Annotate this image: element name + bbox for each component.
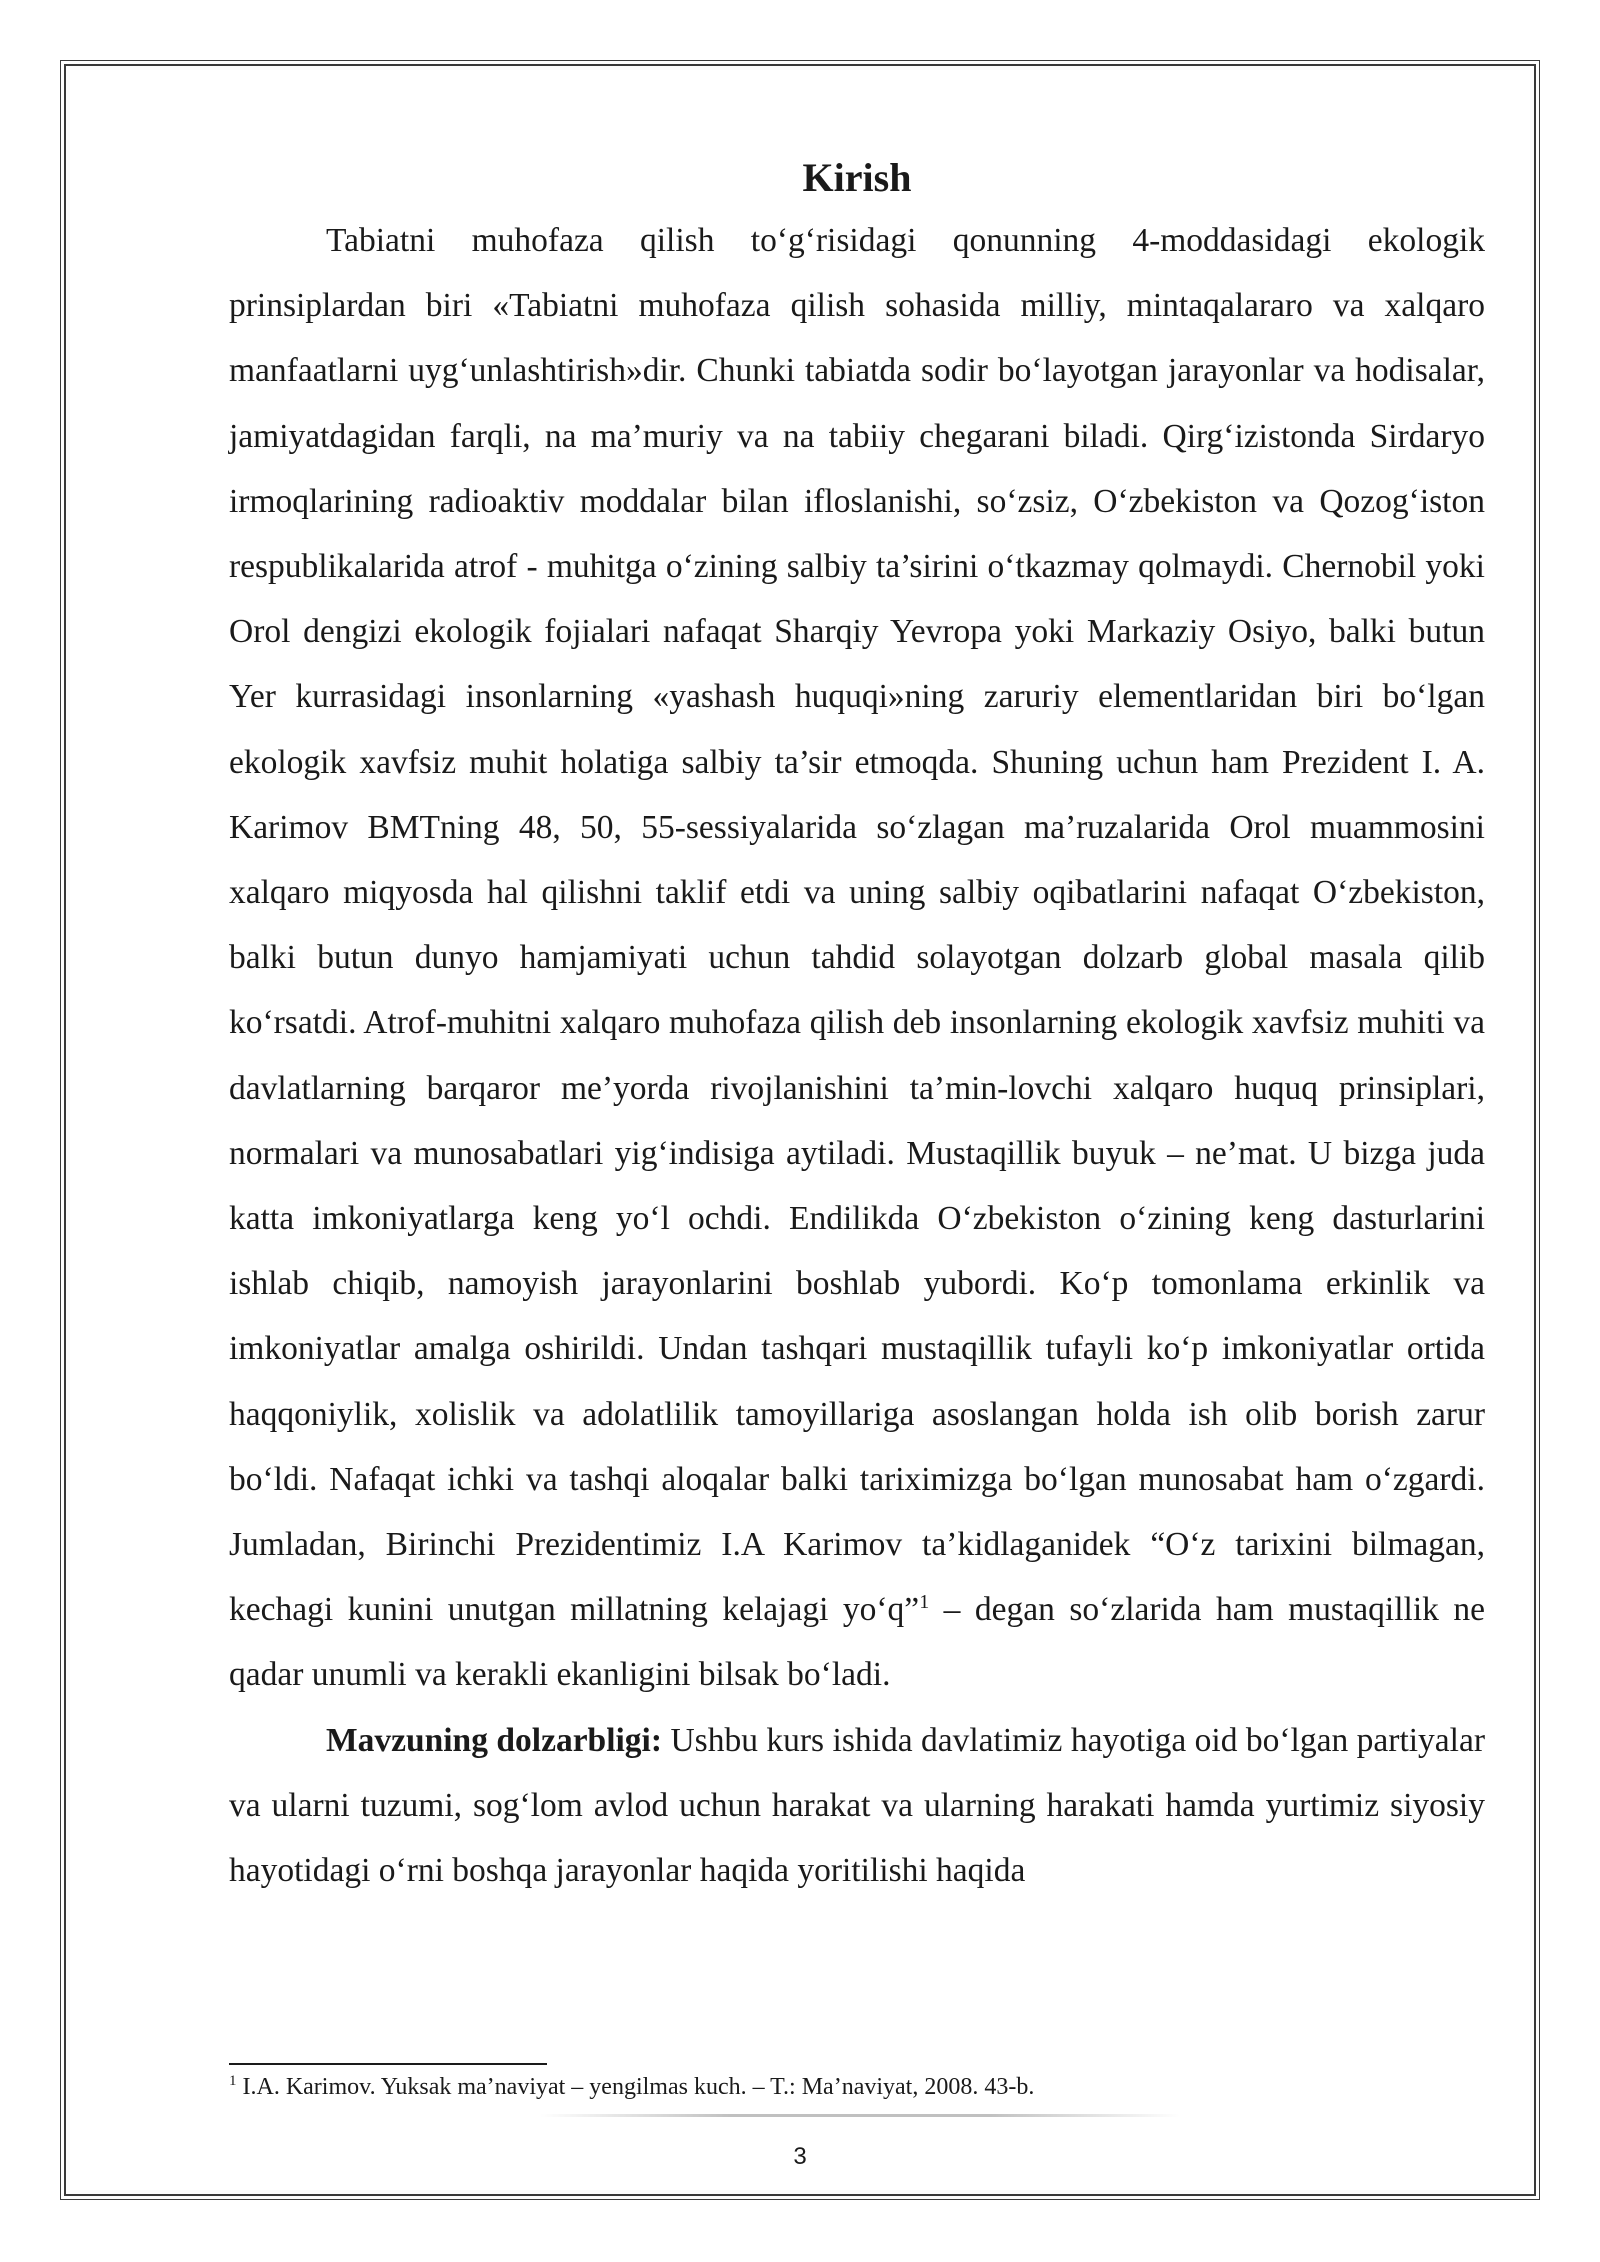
section-title: Kirish — [802, 155, 912, 200]
footnote-text: I.A. Karimov. Yuksak ma’naviyat – yengilmas kuch. – T.: Ma’naviyat, 2008. 43-b. — [236, 2074, 1035, 2100]
intro-paragraph-ending: – degan so‘zlarida ham mustaqillik ne qadar unumli va kerakli ekanligini bilsak bo‘ladi. — [229, 1591, 1485, 1694]
footnote-reference: 1 — [919, 1591, 930, 1614]
footnote-separator — [229, 2063, 547, 2065]
document-body — [229, 150, 1485, 1903]
footnote-mark: 1 — [229, 2073, 237, 2089]
relevance-paragraph-text: Ushbu kurs ishida davlatimiz hayotiga oid bo‘lgan partiyalar va ularni tuzumi, sog‘lom avlod uchun harakat va ularning harakati hamda yurtimiz siyosiy hayotidagi o‘rni boshqa jarayonlar haqida yoritilishi haqida — [229, 1721, 1486, 1890]
footnote — [229, 2070, 1485, 2104]
intro-paragraph — [229, 208, 1485, 1708]
page-number: 3 — [793, 2143, 807, 2170]
decorative-line — [540, 2114, 1180, 2117]
intro-paragraph-text: Tabiatni muhofaza qilish to‘g‘risidagi qonunning 4-moddasidagi ekologik prinsiplardan biri «Tabiatni muhofaza qilish sohasida milliy, mintaqalararo va xalqaro manfaatlarni uyg‘unlashtirish»dir. Chunki tabiatda sodir bo‘layotgan jarayonlar va hodisalar, jamiyatdagidan farqli, na ma’muriy va na tabiiy chegarani biladi. Qirg‘izistonda Sirdaryo irmoqlarining radioaktiv moddalar bilan ifloslanishi, so‘zsiz, O‘zbekiston va Qozog‘iston respublikalarida atrof - muhitga o‘zining salbiy ta’sirini o‘tkazmay qolmaydi. Chernobil yoki Orol dengizi ekologik fojialari nafaqat Sharqiy Yevropa yoki Markaziy Osiyo, balki butun Yer kurrasidagi insonlarning «yashash huquqi»ning zaruriy elementlaridan biri bo‘lgan ekologik xavfsiz muhit holatiga salbiy ta’sir etmoqda. Shuning uchun ham Prezident I. A. Karimov BMTning 48, 50, 55-sessiyalarida so‘zlagan ma’ruzalarida Orol muammosini xalqaro miqyosda hal qilishni taklif etdi va uning salbiy oqibatlarini nafaqat O‘zbekiston, balki butun dunyo hamjamiyati uchun tahdid solayotgan dolzarb global masala qilib ko‘rsatdi. Atrof-muhitni xalqaro muhofaza qilish deb insonlarning ekologik xavfsiz muhiti va davlatlarning barqaror me’yorda rivojlanishini ta’min-lovchi xalqaro huquq prinsiplari, normalari va munosabatlari yig‘indisiga aytiladi. Mustaqillik buyuk – ne’mat. U bizga juda katta imkoniyatlarga keng yo‘l ochdi. Endilikda O‘zbekiston o‘zining keng dasturlarini ishlab chiqib, namoyish jarayonlarini boshlab yubordi. Ko‘p tomonlama erkinlik va imkoniyatlar amalga oshirildi. Undan tashqari mustaqillik tufayli ko‘p imkoniyatlar ortida haqqoniylik, xolislik va adolatlilik tamoyillariga asoslangan holda ish olib borish zarur bo‘ldi. Nafaqat ichki va tashqi aloqalar balki tariximizga bo‘lgan munosabat ham o‘zgardi. Jumladan, Birinchi Prezidentimiz I.A Karimov ta’kidlaganidek “O‘z tarixini bilmagan, kechagi kunini unutgan millatning kelajagi yo‘q” — [229, 222, 1485, 1629]
relevance-paragraph — [229, 1708, 1485, 1904]
relevance-heading: Mavzuning dolzarbligi: — [326, 1721, 663, 1759]
